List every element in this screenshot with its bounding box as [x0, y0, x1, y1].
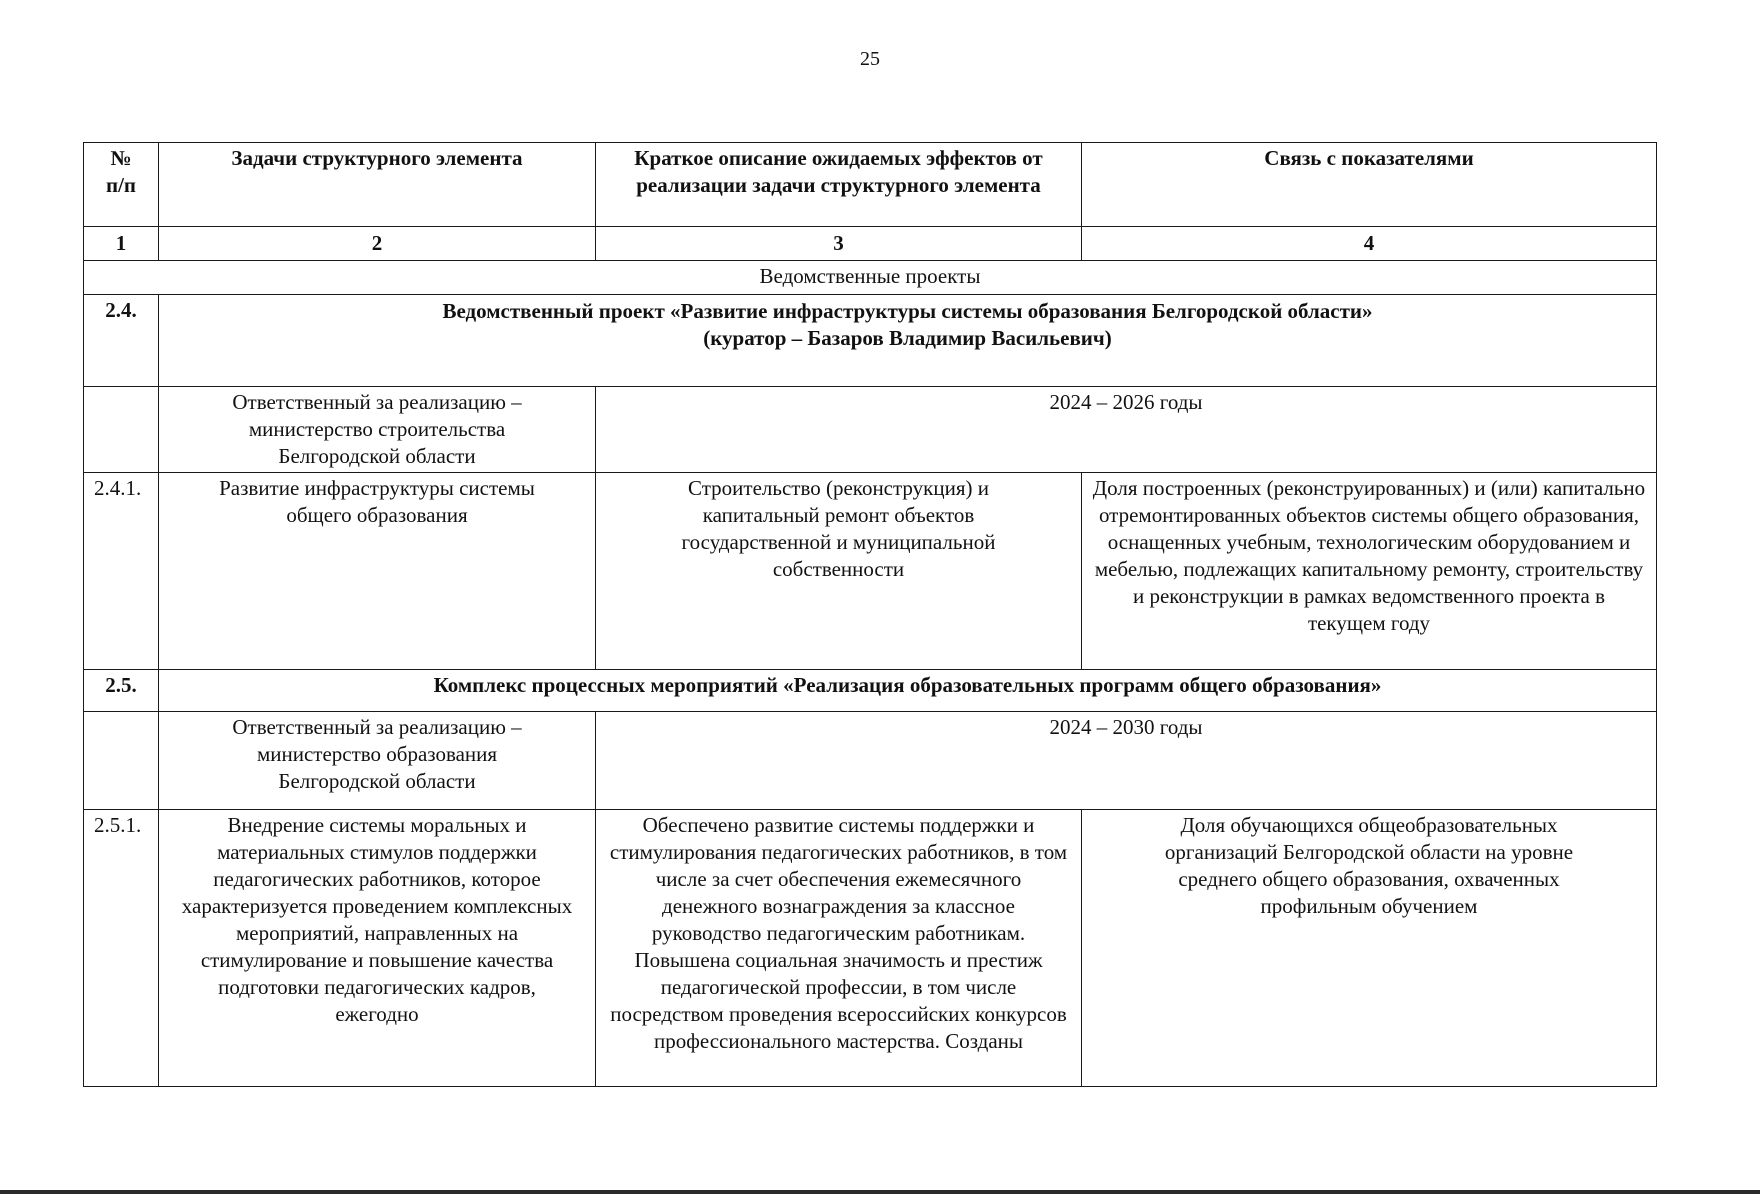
empty-cell [84, 387, 159, 473]
column-number: 1 [84, 227, 159, 261]
responsible-ministry: Ответственный за реализацию – министерство образования Белгородской области [159, 712, 596, 810]
task-row [84, 473, 1657, 670]
responsible-ministry: Ответственный за реализацию – министерство строительства Белгородской области [159, 387, 596, 473]
column-number: 3 [596, 227, 1082, 261]
task-description: Развитие инфраструктуры системы общего образования [159, 473, 596, 670]
page-number: 25 [860, 48, 880, 70]
project-title: Ведомственный проект «Развитие инфраструктуры системы образования Белгородской области» [442, 299, 1373, 323]
implementation-period: 2024 – 2030 годы [596, 712, 1657, 810]
column-number: 4 [1082, 227, 1657, 261]
implementation-period: 2024 – 2026 годы [596, 387, 1657, 473]
section-row [84, 261, 1657, 295]
related-indicators: Доля построенных (реконструированных) и (или) капитально отремонтированных объектов системы общего образования, оснащенных учебным, технологическим оборудованием и мебелью, подлежащих капитальному ремонту, строительству и реконструкции в рамках ведомственного проекта в текущем году [1082, 473, 1657, 670]
project-number: 2.4. [84, 295, 159, 387]
project-title-cell [159, 295, 1657, 387]
section-title: Ведомственные проекты [84, 261, 1657, 295]
column-number: 2 [159, 227, 596, 261]
structural-elements-table [83, 142, 1657, 1087]
header-tasks: Задачи структурного элемента [159, 143, 596, 227]
responsible-row [84, 712, 1657, 810]
project-row [84, 295, 1657, 387]
task-number: 2.4.1. [84, 473, 159, 670]
expected-effects: Обеспечено развитие системы поддержки и стимулирования педагогических работников, в том числе за счет обеспечения ежемесячного денежного вознаграждения за классное руководство педагогическим работникам. Повышена социальная значимость и престиж педагогической профессии, в том числе посредством проведения всероссийских конкурсов профессионального мастерства. Созданы [596, 810, 1082, 1087]
responsible-row [84, 387, 1657, 473]
task-description: Внедрение системы моральных и материальных стимулов поддержки педагогических работников, которое характеризуется проведением комплексных мероприятий, направленных на стимулирование и повышение качества подготовки педагогических кадров, ежегодно [159, 810, 596, 1087]
header-effects: Краткое описание ожидаемых эффектов от реализации задачи структурного элемента [596, 143, 1082, 227]
task-number: 2.5.1. [84, 810, 159, 1087]
task-row [84, 810, 1657, 1087]
header-indicators: Связь с показателями [1082, 143, 1657, 227]
related-indicators: Доля обучающихся общеобразовательных организаций Белгородской области на уровне среднего общего образования, охваченных профильным обучением [1082, 810, 1657, 1087]
complex-title: Комплекс процессных мероприятий «Реализация образовательных программ общего образования» [159, 670, 1657, 712]
column-numbers-row [84, 227, 1657, 261]
expected-effects: Строительство (реконструкция) и капитальный ремонт объектов государственной и муниципальной собственности [596, 473, 1082, 670]
header-number: № п/п [84, 143, 159, 227]
complex-row [84, 670, 1657, 712]
complex-number: 2.5. [84, 670, 159, 712]
project-curator: (куратор – Базаров Владимир Васильевич) [703, 326, 1112, 350]
scan-edge-line [0, 1190, 1760, 1194]
table-header-row [84, 143, 1657, 227]
empty-cell [84, 712, 159, 810]
